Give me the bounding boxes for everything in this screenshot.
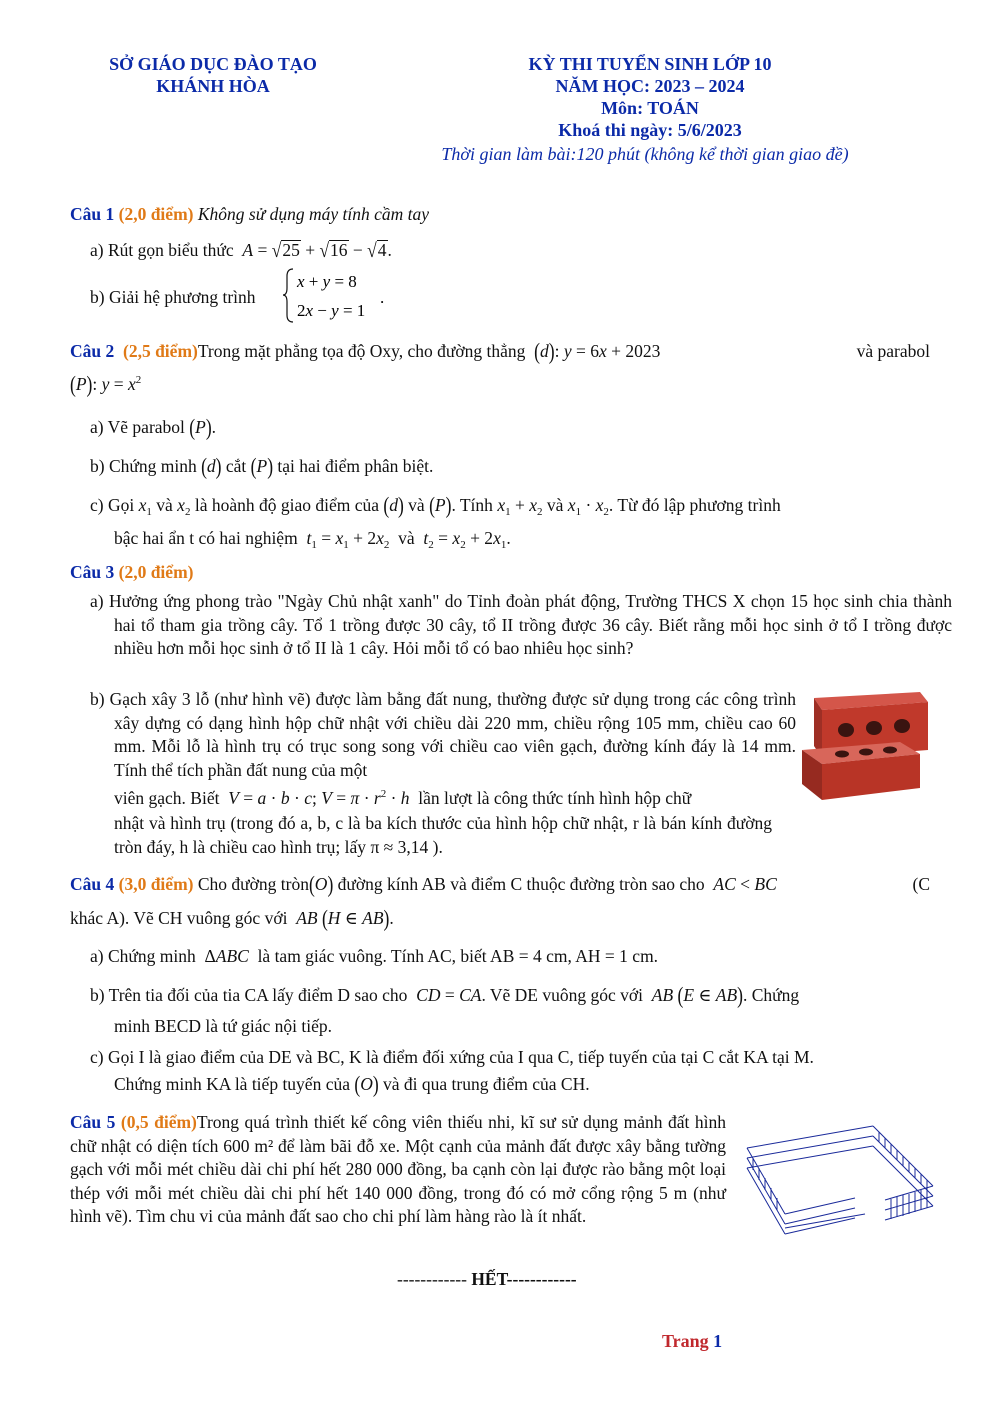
q4b-line2: minh BECD là tứ giác nội tiếp. bbox=[114, 1016, 332, 1036]
q2b-text2: cắt bbox=[225, 456, 247, 476]
q3-points: (2,0 điểm) bbox=[118, 562, 194, 582]
q1a-text: a) Rút gọn biểu thức bbox=[90, 240, 234, 260]
q2-heading: Câu 2 (2,5 điểm)Trong mặt phẳng tọa độ Oxy, cho đường thẳng (d): y = 6x + 2023 và parabol bbox=[70, 337, 930, 365]
q4b-line1: b) Trên tia đối của tia CA lấy điểm D sao cho CD = CA. Vẽ DE vuông góc với AB (E ∈ AB). Chứng bbox=[90, 981, 800, 1009]
q3b-formula-line: viên gạch. Biết V = a · b · c; $V = \pi \cdot r^2 \cdot h$ lần lượt là công thức tính hình hộp chữ bbox=[114, 788, 692, 808]
q1b bbox=[90, 286, 256, 308]
q2c-line2: bậc hai ẩn t có hai nghiệm $t_1 = x_1 + 2x_2$ và $t_2 = x_2 + 2x_1$. bbox=[114, 528, 511, 551]
time-limit: Thời gian làm bài:120 phút (không kể thời gian giao đề) bbox=[441, 144, 849, 164]
q4-heading: Câu 4 (3,0 điểm) Cho đường tròn(O) đường kính AB và điểm C thuộc đường tròn sao cho AC < BC (C bbox=[70, 870, 930, 898]
q2-points: (2,5 điểm) bbox=[123, 341, 198, 361]
issuer-block bbox=[88, 53, 338, 97]
q1-heading bbox=[70, 203, 429, 225]
page-footer bbox=[662, 1330, 722, 1352]
q4-intro1: Cho đường tròn bbox=[197, 874, 309, 894]
q1-note: Không sử dụng máy tính cầm tay bbox=[197, 204, 430, 224]
school-year: NĂM HỌC: 2023 – 2024 bbox=[555, 76, 745, 96]
q1-label: Câu 1 bbox=[70, 204, 115, 224]
q5-label: Câu 5 bbox=[70, 1112, 116, 1132]
q4b-text2: . Vẽ DE vuông góc với bbox=[481, 985, 644, 1005]
q2c-line2b: và bbox=[398, 528, 415, 548]
q4b-text1: b) Trên tia đối của tia CA lấy điểm D sao cho bbox=[90, 985, 408, 1005]
q5 bbox=[70, 1111, 726, 1229]
q1-points: (2,0 điểm) bbox=[118, 204, 194, 224]
svg-text:x + y = 8: x + y = 8 bbox=[297, 272, 357, 291]
svg-text:2x − y = 1: 2x − y = 1 bbox=[297, 301, 366, 320]
q4-intro-line2a: khác A). Vẽ CH vuông góc với bbox=[70, 908, 288, 928]
q1a bbox=[90, 239, 392, 261]
q2c-text6: và bbox=[546, 495, 564, 515]
q2-and-parabol: và parabol bbox=[856, 341, 930, 361]
q2c-line2a: bậc hai ẩn t có hai nghiệm bbox=[114, 528, 298, 548]
q4-intro3: (C bbox=[912, 874, 930, 894]
q3a: a) Hưởng ứng phong trào "Ngày Chủ nhật xanh" do Tỉnh đoàn phát động, Trường THCS X chọn 15 học sinh chia thành hai tổ tham gia trồng cây. Tổ 1 trồng được 30 cây, tổ II trồng được 36 cây. Biết rằng mỗi học sinh ở tổ I trồng được nhiều hơn mỗi học sinh ở tổ II là 1 cây. Hỏi mỗi tổ có bao nhiêu học sinh? bbox=[90, 591, 952, 658]
q2c-text7: . Từ đó lập phương trình bbox=[608, 495, 781, 515]
exam-date: Khoá thi ngày: 5/6/2023 bbox=[558, 120, 742, 140]
q4-label: Câu 4 bbox=[70, 874, 115, 894]
q4c-line1: c) Gọi I là giao điểm của DE và BC, K là điểm đối xứng của I qua C, tiếp tuyến của tại C cắt KA tại M. bbox=[90, 1047, 814, 1067]
end-dashes-right: ------------ bbox=[506, 1269, 577, 1289]
q3b-part2 bbox=[114, 812, 772, 859]
subject: Môn: TOÁN bbox=[601, 98, 699, 118]
q3-heading bbox=[70, 561, 193, 583]
fence-image bbox=[745, 1108, 935, 1238]
q4a: a) Chứng minh ΔABC là tam giác vuông. Tính AC, biết AB = 4 cm, AH = 1 cm. bbox=[90, 946, 659, 966]
q1a-formula: A = √25 + √16 − √4. bbox=[242, 238, 392, 262]
q2c-line1: c) Gọi $x_1$ và $x_2$ là hoành độ giao điểm của (d) và (P). Tính $x_1 + x_2$ và $x_1 \cdot x_2$. Từ đó lập phương trình bbox=[90, 491, 781, 519]
page-number: 1 bbox=[713, 1331, 723, 1351]
exam-title: KỲ THI TUYỂN SINH LỚP 10 bbox=[528, 54, 772, 74]
q5-text: Trong quá trình thiết kế công viên thiếu nhi, kĩ sư sử dụng mảnh đất hình chữ nhật có diện tích 600 m² để làm bãi đỗ xe. Một cạnh của mảnh đất được xây bằng tường gạch với mỗi mét chiều dài chi phí hết 280 000 đồng, ba cạnh còn lại được rào bằng một loại thép với mỗi mét chiều dài chi phí hết 140 000 đồng, trong đó có mở cổng rộng 5 m (như hình vẽ). Tìm chu vi của mảnh đất sao cho chi phí làm hàng rào là ít nhất. bbox=[70, 1112, 727, 1226]
q3b-pi: π ≈ 3,14 ). bbox=[370, 836, 443, 857]
q4-points: (3,0 điểm) bbox=[118, 874, 194, 894]
q1b-text: b) Giải hệ phương trình bbox=[90, 287, 256, 307]
q2a-text: a) Vẽ parabol bbox=[90, 417, 185, 437]
q2c-text5: . Tính bbox=[451, 495, 493, 515]
q2b-text3: tại hai điểm phân biệt. bbox=[277, 456, 434, 476]
q2c-text2: và bbox=[156, 495, 173, 515]
end-word: HẾT bbox=[471, 1269, 507, 1289]
q2c-text3: là hoành độ giao điểm của bbox=[194, 495, 380, 515]
q2b-text1: b) Chứng minh bbox=[90, 456, 197, 476]
q4c-line2: Chứng minh KA là tiếp tuyến của (O) và đi qua trung điểm của CH. bbox=[114, 1070, 590, 1098]
q4-intro2: đường kính AB và điểm C thuộc đường tròn sao cho bbox=[337, 874, 705, 894]
end-dashes-left: ------------ bbox=[397, 1269, 472, 1289]
q2c-text4: và bbox=[408, 495, 425, 515]
issuer-line-1: SỞ GIÁO DỤC ĐÀO TẠO bbox=[109, 54, 317, 74]
q2b: b) Chứng minh (d) cắt (P) tại hai điểm phân biệt. bbox=[90, 452, 434, 480]
q4a-text2: là tam giác vuông. Tính AC, biết AB = 4 cm, AH = 1 cm. bbox=[257, 946, 659, 966]
q3b-lanluot: lần lượt là công thức tính hình hộp chữ bbox=[418, 788, 692, 808]
q4c-line2b: và đi qua trung điểm của CH. bbox=[383, 1074, 590, 1094]
q4-intro-line2: khác A). Vẽ CH vuông góc với AB (H ∈ AB). bbox=[70, 904, 394, 932]
page-label: Trang bbox=[662, 1331, 709, 1351]
q3b-text2: nhật và hình trụ (trong đó a, b, c là ba kích thước của hình hộp chữ nhật, r là bán kính đường tròn đáy, h là chiều cao hình trụ; lấy bbox=[114, 813, 772, 857]
q3b-biet: viên gạch. Biết bbox=[114, 788, 220, 808]
q5-points: (0,5 điểm) bbox=[120, 1112, 197, 1132]
exam-info-block bbox=[440, 53, 860, 141]
brick-image bbox=[792, 688, 932, 813]
q3b-part1: b) Gạch xây 3 lỗ (như hình vẽ) được làm bằng đất nung, thường được sử dụng trong các công trình xây dựng có dạng hình hộp chữ nhật với chiều dài 220 mm, chiều rộng 105 mm, chiều cao 60 mm. Mỗi lỗ là hình trụ có trục song song với chiều cao viên gạch, đường kính đáy là 14 mm. Tính thể tích phần đất nung của một bbox=[90, 689, 796, 780]
issuer-line-2: KHÁNH HÒA bbox=[156, 76, 270, 96]
q4b-text3: . Chứng bbox=[743, 985, 800, 1005]
q2c-text1: c) Gọi bbox=[90, 495, 135, 515]
q4a-text: a) Chứng minh bbox=[90, 946, 196, 966]
q4c-line2a: Chứng minh KA là tiếp tuyến của bbox=[114, 1074, 350, 1094]
q2-label: Câu 2 bbox=[70, 341, 115, 361]
q2-parabol-eq: (P): $y = x^2$ bbox=[70, 370, 142, 398]
q1b-system bbox=[283, 266, 393, 326]
end-marker bbox=[397, 1268, 577, 1290]
q2-intro: Trong mặt phẳng tọa độ Oxy, cho đường thẳng bbox=[197, 341, 526, 361]
q2a: a) Vẽ parabol (P). bbox=[90, 413, 217, 441]
q3-label: Câu 3 bbox=[70, 562, 115, 582]
svg-text:.: . bbox=[380, 288, 385, 307]
